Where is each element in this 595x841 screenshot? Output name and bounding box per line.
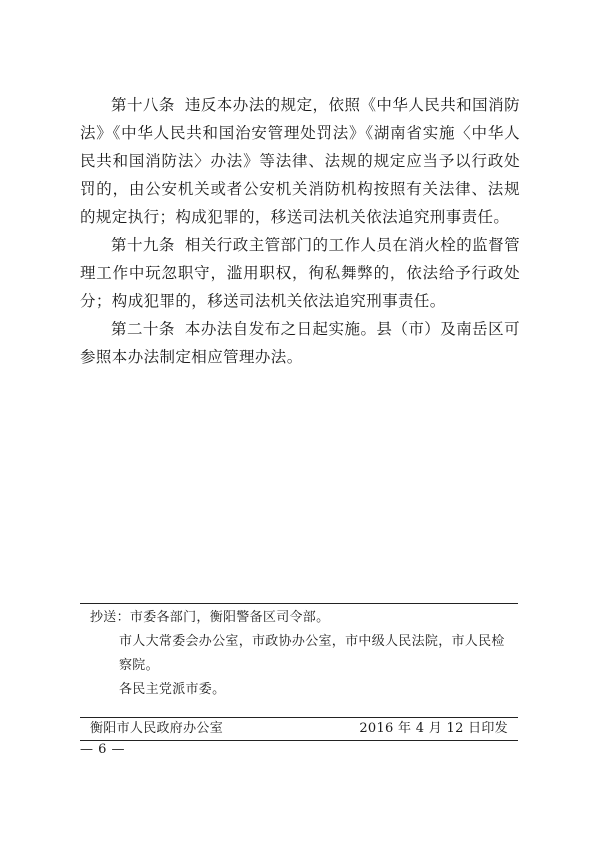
article-text: 本办法自发布之日起实施。县（市）及南岳区可参照本办法制定相应管理办法。	[80, 320, 520, 366]
divider-top	[80, 603, 518, 604]
body-text	[80, 91, 520, 371]
divider-bottom	[80, 740, 518, 741]
distribution-list	[90, 606, 515, 702]
article-text: 相关行政主管部门的工作人员在消火栓的监督管理工作中玩忽职守，滥用职权，徇私舞弊的，依法给予行政处分；构成犯罪的，移送司法机关依法追究刑事责任。	[80, 236, 520, 310]
divider-middle	[80, 717, 518, 718]
article-number: 第十八条	[111, 96, 175, 114]
article-19	[80, 231, 520, 315]
article-number: 第二十条	[111, 320, 175, 338]
distribution-line-1: 抄送：市委各部门，衡阳警备区司令部。	[90, 610, 330, 625]
distribution-line-3: 各民主党派市委。	[119, 682, 226, 697]
issuing-office: 衡阳市人民政府办公室	[90, 721, 224, 736]
issue-date: 2016 年 4 月 12 日印发	[359, 721, 508, 736]
article-number: 第十九条	[111, 236, 175, 254]
article-20	[80, 315, 520, 371]
article-18	[80, 91, 520, 231]
distribution-line-2: 市人大常委会办公室，市政协办公室，市中级人民法院，市人民检察院。	[119, 634, 505, 673]
article-text: 违反本办法的规定，依照《中华人民共和国消防法》《中华人民共和国治安管理处罚法》《湖南省实施〈中华人民共和国消防法〉办法》等法律、法规的规定应当予以行政处罚的，由公安机关或者公安机关消防机构按照有关法律、法规的规定执行；构成犯罪的，移送司法机关依法追究刑事责任。	[80, 96, 520, 226]
page-number: — 6 —	[80, 742, 126, 757]
